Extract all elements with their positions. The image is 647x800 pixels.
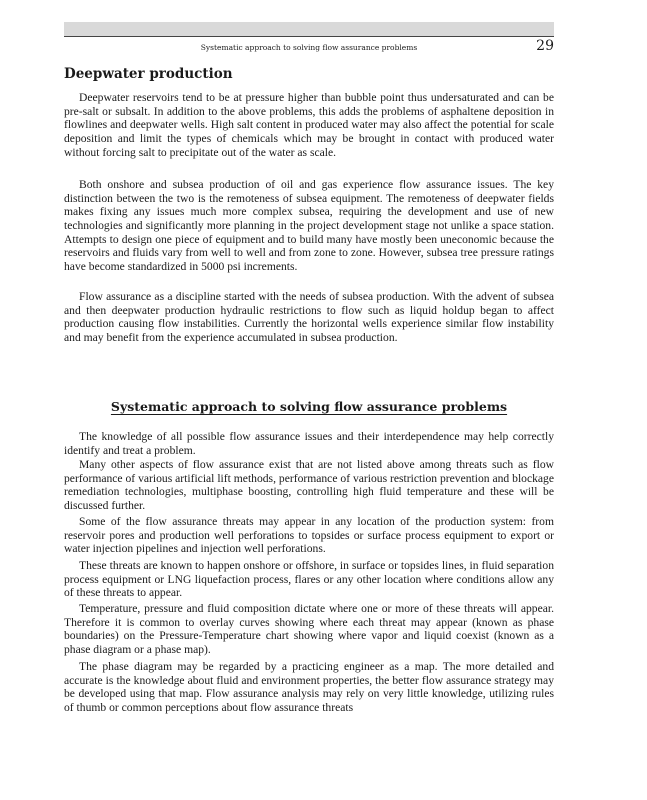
header-bar [64, 22, 554, 36]
paragraph: Temperature, pressure and fluid composition dictate where one or more of these threats will appear. Therefore it is common to overlay curves showing where each threat may appear (known as phase boundaries) on the Pressure-Temperature chart showing where vapor and liquid coexist (known as a phase diagram or a phase map). [64, 602, 554, 656]
page-number: 29 [536, 38, 554, 54]
paragraph: These threats are known to happen onshore or offshore, in surface or topsides lines, in fluid separation process equipment or LNG liquefaction process, flares or any other location where conditions allow any of these threats to appear. [64, 559, 554, 600]
paragraph: Many other aspects of flow assurance exist that are not listed above among threats such as flow performance of various artificial lift methods, performance of various restriction prevention and blockage remediation technologies, multiphase boosting, controlling high fluid temperature and these will be discussed further. [64, 458, 554, 512]
section-heading-deepwater: Deepwater production [64, 66, 233, 82]
section-heading-systematic [64, 399, 554, 414]
paragraph: Deepwater reservoirs tend to be at pressure higher than bubble point thus undersaturated and can be pre-salt or subsalt. In addition to the above problems, this adds the problems of asphaltene deposition in flowlines and deepwater wells. High salt content in produced water may also affect the potential for scale deposition and limit the types of chemicals which may be brought in contact with produced water without forcing salt to precipitate out of the water as scale. [64, 91, 554, 159]
page-header [64, 36, 554, 57]
section-heading-systematic-text: Systematic approach to solving flow assurance problems [110, 399, 508, 414]
paragraph: The knowledge of all possible flow assurance issues and their interdependence may help correctly identify and treat a problem. [64, 430, 554, 457]
paragraph: The phase diagram may be regarded by a practicing engineer as a map. The more detailed and accurate is the knowledge about fluid and environment properties, the better flow assurance strategy may be developed using that map. Flow assurance analysis may rely on very little knowledge, utilizing rules of thumb or common perceptions about flow assurance threats [64, 660, 554, 714]
paragraph: Flow assurance as a discipline started with the needs of subsea production. With the advent of subsea and then deepwater production hydraulic restrictions to flow such as liquid holdup began to affect production causing flow instabilities. Currently the horizontal wells experience similar flow instability and may benefit from the experience accumulated in subsea production. [64, 290, 554, 344]
paragraph: Some of the flow assurance threats may appear in any location of the production system: from reservoir pores and production well perforations to topsides or surface process equipment to export or water injection pipelines and injection well perforations. [64, 515, 554, 556]
running-title: Systematic approach to solving flow assurance problems [200, 43, 418, 52]
paragraph: Both onshore and subsea production of oil and gas experience flow assurance issues. The key distinction between the two is the remoteness of subsea equipment. The remoteness of deepwater fields makes fixing any issues much more complex subsea, requiring the development and use of new technologies and significantly more planning in the project development stage not unlike a space station. Attempts to design one piece of equipment and to build many have mostly been uneconomic because the reservoirs and fluids vary from well to well and from zone to zone. However, subsea tree pressure ratings have become standardized in 5000 psi increments. [64, 178, 554, 273]
